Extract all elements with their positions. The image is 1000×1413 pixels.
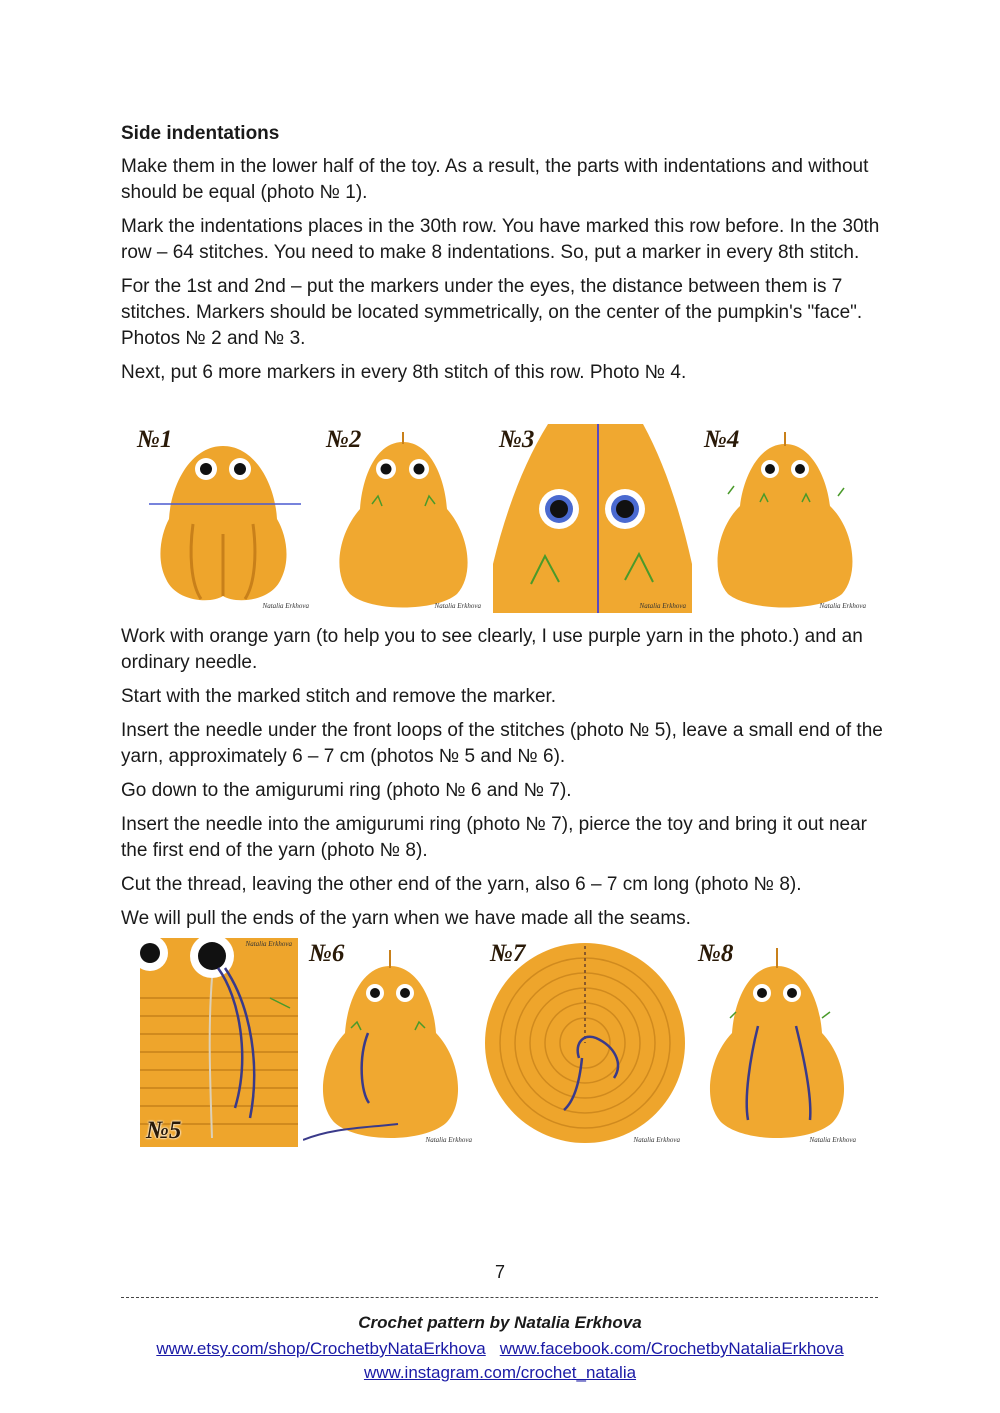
footer-separator xyxy=(121,1297,878,1298)
paragraph: Next, put 6 more markers in every 8th stitch of this row. Photo № 4. xyxy=(121,362,687,383)
photo-label: №6 xyxy=(309,940,345,967)
photo-label: №7 xyxy=(490,940,526,967)
photo-2 xyxy=(320,424,487,613)
pumpkin-photo-7-image xyxy=(484,938,686,1147)
photo-watermark: Natalia Erkhova xyxy=(809,1136,856,1144)
photo-8 xyxy=(692,938,862,1147)
section-title: Side indentations xyxy=(121,123,280,144)
photo-watermark: Natalia Erkhova xyxy=(819,602,866,610)
photo-label: №8 xyxy=(698,940,734,967)
photo-3 xyxy=(493,424,692,613)
photo-watermark: Natalia Erkhova xyxy=(434,602,481,610)
instagram-link[interactable]: www.instagram.com/crochet_natalia xyxy=(363,1363,637,1382)
paragraph: Cut the thread, leaving the other end of the yarn, also 6 – 7 cm long (photo № 8). xyxy=(121,874,802,895)
pumpkin-photo-8-image xyxy=(692,938,862,1147)
photo-label: №4 xyxy=(704,426,740,453)
paragraph: Work with orange yarn (to help you to see clearly, I use purple yarn in the photo.) and an ordinary needle. xyxy=(121,626,863,673)
photo-label: №2 xyxy=(326,426,362,453)
page-number: 7 xyxy=(494,1262,505,1282)
text-section-bottom xyxy=(121,624,886,940)
photo-5 xyxy=(140,938,298,1147)
pumpkin-photo-6-image xyxy=(303,938,478,1147)
paragraph: Insert the needle into the amigurumi ring (photo № 7), pierce the toy and bring it out near the first end of the yarn (photo № 8). xyxy=(121,814,867,861)
paragraph: We will pull the ends of the yarn when we have made all the seams. xyxy=(121,908,691,929)
photo-7 xyxy=(484,938,686,1147)
paragraph: Start with the marked stitch and remove the marker. xyxy=(121,686,557,707)
text-section-top xyxy=(121,122,886,394)
paragraph: Make them in the lower half of the toy. As a result, the parts with indentations and without should be equal (photo № 1). xyxy=(121,156,869,203)
paragraph: Go down to the amigurumi ring (photo № 6 and № 7). xyxy=(121,780,572,801)
facebook-link[interactable]: www.facebook.com/CrochetbyNataliaErkhova xyxy=(499,1339,844,1358)
photo-4 xyxy=(698,424,872,613)
paragraph: Mark the indentations places in the 30th row. You have marked this row before. In the 30th row – 64 stitches. You need to make 8 indentations. So, put a marker in every 8th stitch. xyxy=(121,216,880,263)
etsy-link[interactable]: www.etsy.com/shop/CrochetbyNataErkhova xyxy=(156,1339,486,1358)
photo-watermark: Natalia Erkhova xyxy=(245,940,292,948)
pumpkin-photo-5-image xyxy=(140,938,298,1147)
photo-label: №1 xyxy=(137,426,173,453)
footer-credit: Crochet pattern by Natalia Erkhova xyxy=(358,1313,642,1332)
photo-1 xyxy=(131,424,315,613)
photo-label: №5 xyxy=(146,1117,182,1144)
photo-label: №3 xyxy=(499,426,535,453)
footer-links xyxy=(0,1337,1000,1385)
photo-watermark: Natalia Erkhova xyxy=(425,1136,472,1144)
paragraph: Insert the needle under the front loops of the stitches (photo № 5), leave a small end of the yarn, approximately 6 – 7 cm (photos № 5 and № 6). xyxy=(121,720,883,767)
photo-6 xyxy=(303,938,478,1147)
paragraph: For the 1st and 2nd – put the markers under the eyes, the distance between them is 7 stitches. Markers should be located symmetrically, on the center of the pumpkin's "face". Photos № 2 and № 3. xyxy=(121,276,863,349)
photo-watermark: Natalia Erkhova xyxy=(262,602,309,610)
photo-watermark: Natalia Erkhova xyxy=(639,602,686,610)
photo-watermark: Natalia Erkhova xyxy=(633,1136,680,1144)
